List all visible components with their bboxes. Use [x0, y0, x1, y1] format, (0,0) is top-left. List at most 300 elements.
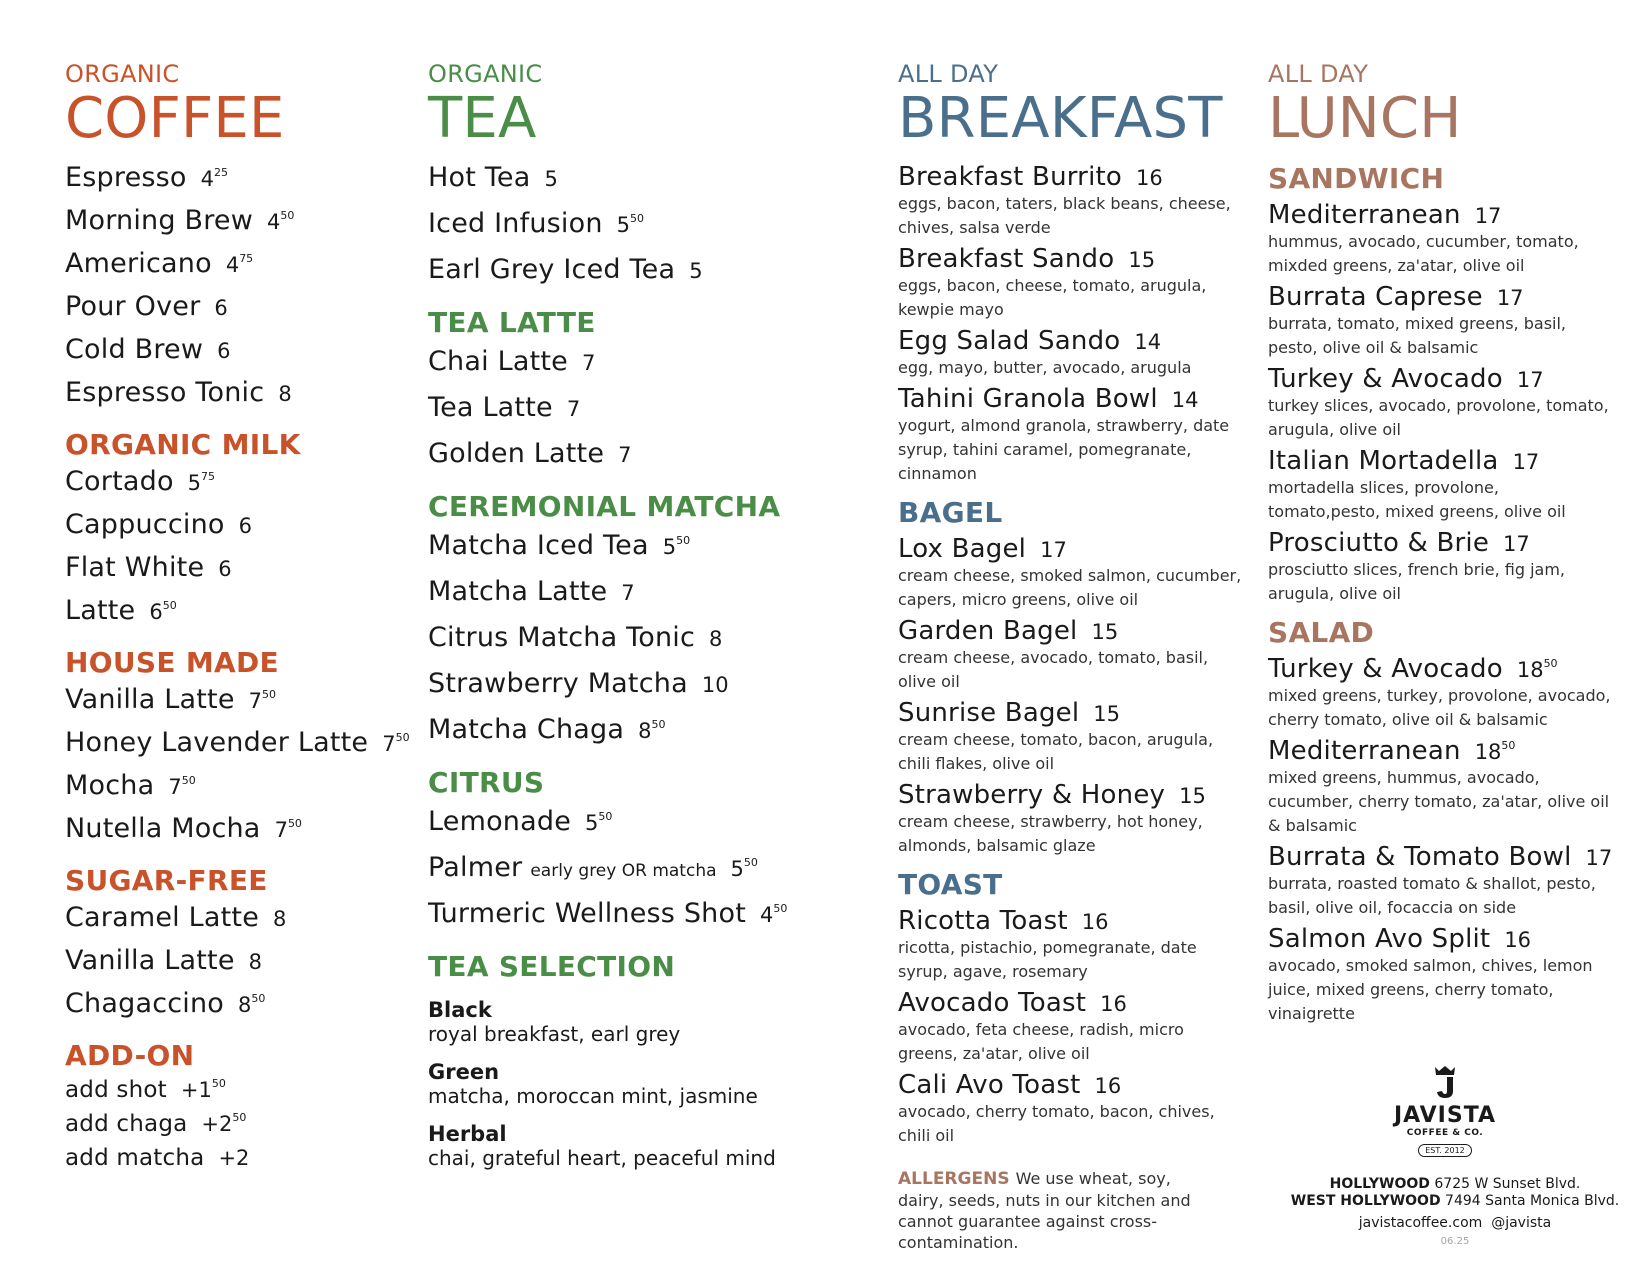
menu-item	[65, 727, 410, 770]
item-name: Turkey & Avocado	[1268, 654, 1503, 684]
lunch-title: LUNCH	[1268, 86, 1462, 151]
menu-item	[428, 254, 848, 300]
item-price	[1517, 368, 1544, 392]
price-main: 14	[1171, 388, 1199, 412]
price-main: 8	[638, 719, 652, 743]
item-price	[582, 351, 595, 375]
menu-item	[898, 244, 1248, 322]
matcha-heading: CEREMONIAL MATCHA	[428, 490, 781, 523]
menu-item	[428, 806, 848, 852]
price-main: 16	[1504, 928, 1532, 952]
selection-desc: chai, grateful heart, peaceful mind	[428, 1146, 776, 1170]
menu-item	[65, 466, 395, 509]
item-name: add matcha	[65, 1145, 205, 1171]
item-name: Tea Latte	[428, 392, 553, 423]
item-name: Mediterranean	[1268, 200, 1461, 230]
menu-item	[1268, 364, 1628, 442]
item-name: add chaga	[65, 1111, 188, 1137]
breakfast-list	[898, 162, 1248, 486]
item-name: Burrata Caprese	[1268, 282, 1483, 312]
item-name: Mocha	[65, 770, 155, 801]
price-cents: 50	[262, 688, 277, 701]
price-cents: 50	[162, 599, 177, 612]
item-name: Egg Salad Sando	[898, 326, 1121, 356]
menu-item	[428, 208, 848, 254]
item-price	[249, 950, 262, 974]
price-main: 15	[1128, 248, 1156, 272]
item-name: Lemonade	[428, 806, 572, 837]
item-price	[638, 719, 665, 743]
price-cents: 50	[630, 212, 645, 225]
item-price	[1475, 204, 1502, 228]
item-name: Garden Bagel	[898, 616, 1078, 646]
item-name: Cali Avo Toast	[898, 1070, 1081, 1100]
menu-item	[1268, 654, 1628, 732]
version-code: 06.25	[1440, 1236, 1470, 1247]
item-name: Iced Infusion	[428, 208, 603, 239]
item-price	[201, 167, 228, 191]
item-head	[1268, 200, 1628, 230]
price-main: 7	[382, 732, 396, 756]
item-name: Palmer	[428, 852, 523, 883]
selection-desc: matcha, moroccan mint, jasmine	[428, 1084, 758, 1108]
item-name: Strawberry & Honey	[898, 780, 1166, 810]
tea-selection-item	[428, 998, 848, 1046]
menu-item	[428, 714, 848, 760]
item-price	[201, 1112, 246, 1136]
item-name: Sunrise Bagel	[898, 698, 1080, 728]
menu-item	[428, 622, 848, 668]
salad-list	[1268, 654, 1628, 1026]
item-price	[663, 535, 690, 559]
item-name: Espresso	[65, 162, 187, 193]
item-desc: burrata, roasted tomato & shallot, pesto, basil, olive oil, focaccia on side	[1268, 874, 1596, 917]
price-cents: 50	[1501, 739, 1516, 752]
item-price	[249, 689, 276, 713]
item-price	[544, 167, 557, 191]
item-price	[218, 1146, 249, 1170]
selection-desc: royal breakfast, earl grey	[428, 1022, 681, 1046]
item-price	[1128, 248, 1155, 272]
coffee-column	[65, 60, 410, 1179]
price-main: 8	[709, 627, 723, 651]
menu-item	[65, 248, 395, 291]
price-main: 10	[701, 673, 729, 697]
price-main: 15	[1093, 702, 1121, 726]
loc1-addr: 6725 W Sunset Blvd.	[1434, 1176, 1581, 1192]
item-name: Tahini Granola Bowl	[898, 384, 1158, 414]
item-head	[1268, 282, 1628, 312]
breakfast-title: BREAKFAST	[898, 86, 1223, 151]
price-main: 7	[618, 443, 632, 467]
breakfast-column	[898, 60, 1248, 1152]
citrus-heading: CITRUS	[428, 766, 545, 799]
price-main: 5	[730, 857, 744, 881]
item-price	[1504, 928, 1531, 952]
item-price	[1091, 620, 1118, 644]
menu-item	[65, 334, 395, 377]
price-main: 6	[238, 514, 252, 538]
price-main: 7	[248, 689, 263, 713]
menu-item	[1268, 528, 1628, 606]
item-price	[275, 818, 302, 842]
tea-selection-heading: TEA SELECTION	[428, 950, 676, 983]
menu-item	[428, 898, 848, 944]
javista-logo	[1385, 1065, 1505, 1157]
price-main: +2	[201, 1112, 233, 1136]
crown-j-icon	[1430, 1065, 1460, 1099]
item-name: Citrus Matcha Tonic	[428, 622, 695, 653]
item-price	[1172, 388, 1199, 412]
price-main: 7	[168, 775, 182, 799]
item-price	[1497, 286, 1524, 310]
allergen-label: ALLERGENS	[898, 1169, 1010, 1189]
price-main: 17	[1512, 450, 1540, 474]
item-price	[618, 443, 631, 467]
menu-item	[898, 326, 1248, 380]
menu-item	[428, 530, 848, 576]
item-name: Matcha Latte	[428, 576, 608, 607]
menu-item	[1268, 924, 1628, 1026]
menu-item	[898, 698, 1248, 776]
item-price	[1040, 538, 1067, 562]
loc1-label: HOLLYWOOD	[1329, 1176, 1430, 1192]
item-desc: mortadella slices, provolone, tomato,pesto, mixed greens, olive oil	[1268, 478, 1566, 521]
price-main: 4	[225, 253, 240, 277]
item-price	[1586, 846, 1613, 870]
menu-item	[428, 162, 848, 208]
price-cents: 75	[201, 470, 216, 483]
item-name: Breakfast Burrito	[898, 162, 1122, 192]
item-price	[1082, 910, 1109, 934]
item-price	[1517, 658, 1558, 682]
sugarfree-heading: SUGAR-FREE	[65, 864, 268, 897]
item-price	[226, 253, 253, 277]
menu-item	[1268, 446, 1628, 524]
toast-list	[898, 906, 1248, 1148]
item-head	[1268, 924, 1628, 954]
menu-item	[898, 384, 1248, 486]
item-desc: yogurt, almond granola, strawberry, date syrup, tahini caramel, pomegranate, cinnamon	[898, 416, 1230, 483]
menu-item	[65, 1145, 395, 1179]
item-desc: mixed greens, turkey, provolone, avocado, cherry tomato, olive oil & balsamic	[1268, 686, 1611, 729]
brand-est: EST. 2012	[1418, 1144, 1472, 1157]
item-price	[382, 732, 409, 756]
item-name: Nutella Mocha	[65, 813, 261, 844]
item-price	[238, 993, 265, 1017]
menu-item	[428, 576, 848, 622]
item-desc: avocado, smoked salmon, chives, lemon juice, mixed greens, cherry tomato, vinaigrette	[1268, 956, 1593, 1023]
item-name: Flat White	[65, 552, 205, 583]
item-name: Cold Brew	[65, 334, 204, 365]
selection-name: Herbal	[428, 1122, 507, 1146]
menu-item	[65, 552, 395, 595]
item-head	[1268, 736, 1628, 766]
item-desc: eggs, bacon, taters, black beans, cheese, chives, salsa verde	[898, 194, 1231, 237]
price-main: 5	[544, 167, 558, 191]
price-main: 7	[621, 581, 635, 605]
menu-item	[1268, 736, 1628, 838]
item-name: Golden Latte	[428, 438, 605, 469]
item-price	[1094, 1074, 1121, 1098]
item-desc: cream cheese, strawberry, hot honey, almonds, balsamic glaze	[898, 812, 1203, 855]
item-name: Vanilla Latte	[65, 684, 235, 715]
item-price	[218, 557, 231, 581]
price-main: 17	[1496, 286, 1524, 310]
loc2-label: WEST HOLLYWOOD	[1290, 1193, 1441, 1209]
item-price	[278, 382, 291, 406]
item-price	[1134, 330, 1161, 354]
item-price	[621, 581, 634, 605]
price-main: 17	[1040, 538, 1067, 562]
price-main: 7	[274, 818, 288, 842]
price-cents: 50	[280, 209, 295, 222]
price-cents: 50	[676, 534, 691, 547]
menu-item	[65, 377, 395, 420]
price-main: 4	[760, 903, 774, 927]
price-main: 5	[662, 535, 677, 559]
price-main: 16	[1136, 166, 1163, 190]
item-head	[1268, 364, 1628, 394]
item-name: Cappuccino	[65, 509, 225, 540]
item-name: Turmeric Wellness Shot	[428, 898, 746, 929]
price-cents: 50	[773, 902, 788, 915]
price-main: +1	[180, 1078, 212, 1102]
item-price	[1136, 166, 1163, 190]
addon-heading: ADD-ON	[65, 1039, 195, 1072]
price-cents: 50	[651, 718, 666, 731]
price-main: 5	[616, 213, 631, 237]
bagel-list	[898, 534, 1248, 858]
menu-item	[65, 684, 395, 727]
menu-item	[65, 291, 395, 334]
price-main: 8	[238, 993, 252, 1017]
allergen-text: We use wheat, soy, dairy, seeds, nuts in our kitchen and cannot guarantee against cross-contamination.	[898, 1169, 1191, 1252]
price-main: 8	[273, 907, 287, 931]
price-cents: 50	[232, 1111, 247, 1124]
menu-item	[65, 595, 395, 638]
tea-list	[428, 162, 848, 300]
lunch-column	[1268, 60, 1628, 1030]
item-name: Honey Lavender Latte	[65, 727, 369, 758]
item-head	[898, 162, 1248, 192]
menu-item	[428, 346, 848, 392]
item-desc: avocado, cherry tomato, bacon, chives, chili oil	[898, 1102, 1215, 1145]
menu-item	[898, 906, 1248, 984]
loc2-addr: 7494 Santa Monica Blvd.	[1445, 1193, 1620, 1209]
sandwich-list	[1268, 200, 1628, 606]
item-price	[689, 259, 702, 283]
menu-item	[428, 852, 848, 898]
breakfast-kicker: ALL DAY	[898, 60, 999, 88]
item-price	[585, 811, 612, 835]
price-main: 14	[1134, 330, 1162, 354]
price-main: 6	[149, 600, 163, 624]
price-cents: 25	[214, 166, 229, 179]
price-main: 15	[1091, 620, 1119, 644]
menu-item	[898, 988, 1248, 1066]
item-desc: egg, mayo, butter, avocado, arugula	[898, 358, 1192, 377]
menu-item	[428, 668, 848, 714]
item-head	[898, 326, 1248, 356]
sandwich-heading: SANDWICH	[1268, 162, 1445, 195]
menu-item	[898, 780, 1248, 858]
item-desc: burrata, tomato, mixed greens, basil, pesto, olive oil & balsamic	[1268, 314, 1566, 357]
milk-list	[65, 466, 395, 638]
price-main: +2	[218, 1146, 250, 1170]
item-name: Vanilla Latte	[65, 945, 235, 976]
web-social	[1280, 1215, 1630, 1231]
menu-item	[898, 616, 1248, 694]
menu-item	[1268, 282, 1628, 360]
menu-item	[898, 1070, 1248, 1148]
sugarfree-list	[65, 902, 395, 1031]
price-cents: 50	[743, 856, 758, 869]
brand-sub: COFFEE & CO.	[1406, 1128, 1484, 1138]
coffee-kicker: ORGANIC	[65, 60, 180, 88]
menu-item	[898, 534, 1248, 612]
item-name: Earl Grey Iced Tea	[428, 254, 676, 285]
price-main: 7	[581, 351, 596, 375]
coffee-list	[65, 162, 395, 420]
item-price	[709, 627, 722, 651]
price-main: 5	[585, 811, 599, 835]
item-name: Mediterranean	[1268, 736, 1461, 766]
milk-heading: ORGANIC MILK	[65, 428, 301, 461]
price-main: 16	[1081, 910, 1109, 934]
menu-item	[65, 813, 395, 856]
tea-kicker: ORGANIC	[428, 60, 543, 88]
item-name: Pour Over	[65, 291, 201, 322]
menu-item	[65, 1111, 395, 1145]
item-price	[217, 339, 230, 363]
bagel-heading: BAGEL	[898, 496, 1003, 529]
price-cents: 50	[395, 731, 410, 744]
item-name: Chagaccino	[65, 988, 225, 1019]
menu-item	[65, 902, 395, 945]
item-head	[898, 780, 1248, 810]
item-price	[702, 673, 729, 697]
item-desc: cream cheese, avocado, tomato, basil, olive oil	[898, 648, 1209, 691]
menu-item	[1268, 200, 1628, 278]
item-head	[1268, 654, 1628, 684]
toast-heading: TOAST	[898, 868, 1003, 901]
item-head	[1268, 842, 1628, 872]
item-name: Americano	[65, 248, 212, 279]
item-price	[1100, 992, 1127, 1016]
item-name: Chai Latte	[428, 346, 568, 377]
item-desc: avocado, feta cheese, radish, micro greens, za'atar, olive oil	[898, 1020, 1184, 1063]
item-desc: hummus, avocado, cucumber, tomato, mixded greens, za'atar, olive oil	[1268, 232, 1579, 275]
item-name: Latte	[65, 595, 136, 626]
price-main: 16	[1094, 1074, 1122, 1098]
house-list	[65, 684, 410, 856]
price-cents: 50	[287, 817, 302, 830]
price-main: 4	[267, 210, 281, 234]
item-note: early grey OR matcha	[530, 861, 717, 881]
item-price	[617, 213, 644, 237]
price-main: 17	[1503, 532, 1530, 556]
menu-item	[65, 162, 395, 205]
item-name: Cortado	[65, 466, 174, 497]
item-head	[898, 906, 1248, 936]
price-main: 7	[566, 397, 581, 421]
item-price	[239, 514, 252, 538]
item-desc: ricotta, pistachio, pomegranate, date syrup, agave, rosemary	[898, 938, 1197, 981]
price-cents: 50	[181, 774, 196, 787]
item-desc: mixed greens, hummus, avocado, cucumber, cherry tomato, za'atar, olive oil & balsamic	[1268, 768, 1610, 835]
price-cents: 75	[239, 252, 254, 265]
salad-heading: SALAD	[1268, 616, 1375, 649]
tea-selection-list	[428, 998, 848, 1170]
menu-item	[898, 162, 1248, 240]
tea-title: TEA	[428, 86, 537, 151]
item-head	[1268, 446, 1628, 476]
price-main: 5	[187, 471, 202, 495]
item-desc: cream cheese, smoked salmon, cucumber, capers, micro greens, olive oil	[898, 566, 1242, 609]
price-main: 16	[1100, 992, 1127, 1016]
item-head	[898, 698, 1248, 728]
price-main: 6	[218, 557, 232, 581]
item-price	[1179, 784, 1206, 808]
price-main: 18	[1516, 658, 1544, 682]
item-head	[898, 1070, 1248, 1100]
item-price	[188, 471, 215, 495]
item-price	[168, 775, 195, 799]
item-name: Matcha Iced Tea	[428, 530, 649, 561]
item-name: Caramel Latte	[65, 902, 260, 933]
item-desc: turkey slices, avocado, provolone, tomato, arugula, olive oil	[1268, 396, 1609, 439]
item-name: Lox Bagel	[898, 534, 1027, 564]
price-main: 15	[1179, 784, 1206, 808]
tea-latte-list	[428, 346, 848, 484]
price-main: 8	[248, 950, 263, 974]
item-price	[1475, 740, 1516, 764]
house-heading: HOUSE MADE	[65, 646, 279, 679]
item-name: Espresso Tonic	[65, 377, 265, 408]
price-main: 8	[278, 382, 292, 406]
item-price	[267, 210, 294, 234]
matcha-list	[428, 530, 848, 760]
tea-column	[428, 60, 848, 1184]
coffee-title: COFFEE	[65, 86, 285, 151]
price-main: 6	[217, 339, 231, 363]
price-cents: 50	[598, 810, 613, 823]
item-price	[731, 857, 758, 881]
menu-item	[428, 392, 848, 438]
social-handle[interactable]: @javista	[1491, 1215, 1552, 1231]
item-price	[1513, 450, 1540, 474]
menu-item	[65, 945, 395, 988]
menu-item	[65, 1077, 395, 1111]
item-head	[898, 534, 1248, 564]
item-price	[214, 296, 227, 320]
item-price	[567, 397, 580, 421]
item-price	[760, 903, 787, 927]
menu-item	[1268, 842, 1628, 920]
item-name: Salmon Avo Split	[1268, 924, 1491, 954]
price-cents: 50	[211, 1077, 226, 1090]
allergen-notice	[898, 1168, 1218, 1253]
selection-name: Black	[428, 998, 492, 1022]
item-name: Morning Brew	[65, 205, 254, 236]
price-main: 17	[1516, 368, 1544, 392]
item-name: Ricotta Toast	[898, 906, 1068, 936]
item-price	[181, 1078, 226, 1102]
website-link[interactable]: javistacoffee.com	[1358, 1215, 1483, 1231]
tea-selection-item	[428, 1060, 848, 1108]
menu-item	[65, 205, 395, 248]
